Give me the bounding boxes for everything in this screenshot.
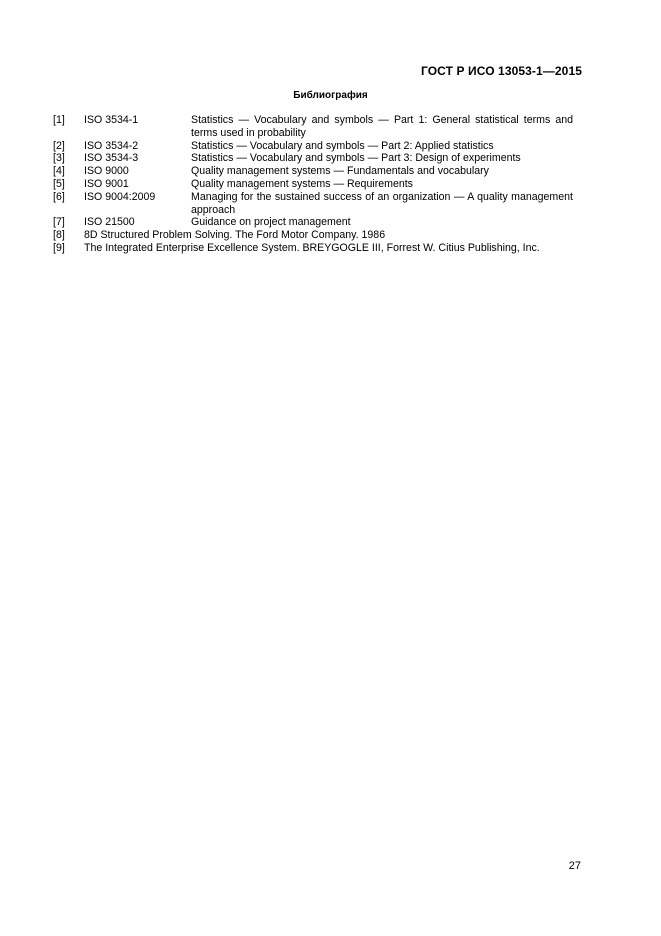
entry-text: Quality management systems — Fundamentals and vocabulary <box>191 165 489 178</box>
bibliography-entry <box>53 216 573 229</box>
entry-number: [6] <box>53 190 65 203</box>
entry-number: [3] <box>53 152 65 165</box>
entry-code: ISO 9001 <box>84 177 129 190</box>
entry-text: 8D Structured Problem Solving. The Ford Motor Company. 1986 <box>84 229 386 242</box>
page-number: 27 <box>568 860 581 872</box>
entry-code: ISO 21500 <box>84 216 135 229</box>
entry-text: Statistics — Vocabulary and symbols — Part 1: General statistical terms and terms used in probability <box>191 114 573 139</box>
entry-text: Statistics — Vocabulary and symbols — Part 3: Design of experiments <box>191 152 521 165</box>
bibliography-entry <box>53 191 573 217</box>
entry-number: [7] <box>53 216 65 229</box>
entry-text: The Integrated Enterprise Excellence System. BREYGOGLE III, Forrest W. Citius Publishing, Inc. <box>84 241 540 254</box>
document-header: ГОСТ Р ИСО 13053-1—2015 <box>420 64 582 78</box>
entry-code: ISO 3534-3 <box>84 152 139 165</box>
entry-number: [8] <box>53 229 65 242</box>
bibliography-entry <box>53 165 573 178</box>
entry-text: Statistics — Vocabulary and symbols — Part 2: Applied statistics <box>191 139 494 152</box>
entry-code: ISO 9000 <box>84 165 129 178</box>
bibliography-entry <box>53 114 573 140</box>
bibliography-entry <box>53 178 573 191</box>
bibliography-list <box>53 114 573 255</box>
entry-code: ISO 3534-1 <box>84 114 139 126</box>
entry-text: Quality management systems — Requirements <box>191 177 413 190</box>
entry-number: [2] <box>53 139 65 152</box>
bibliography-entry <box>53 242 573 255</box>
bibliography-entry <box>53 152 573 165</box>
entry-text: Managing for the sustained success of an organization — A quality management approach <box>191 190 573 216</box>
entry-number: [4] <box>53 165 65 178</box>
entry-text: Guidance on project management <box>191 216 351 229</box>
bibliography-entry <box>53 140 573 153</box>
bibliography-entry <box>53 229 573 242</box>
entry-number: [5] <box>53 177 65 190</box>
entry-number: [9] <box>53 241 65 254</box>
entry-number: [1] <box>53 114 65 126</box>
bibliography-title: Библиография <box>293 90 368 101</box>
entry-code: ISO 3534-2 <box>84 139 139 152</box>
entry-code: ISO 9004:2009 <box>84 190 156 203</box>
